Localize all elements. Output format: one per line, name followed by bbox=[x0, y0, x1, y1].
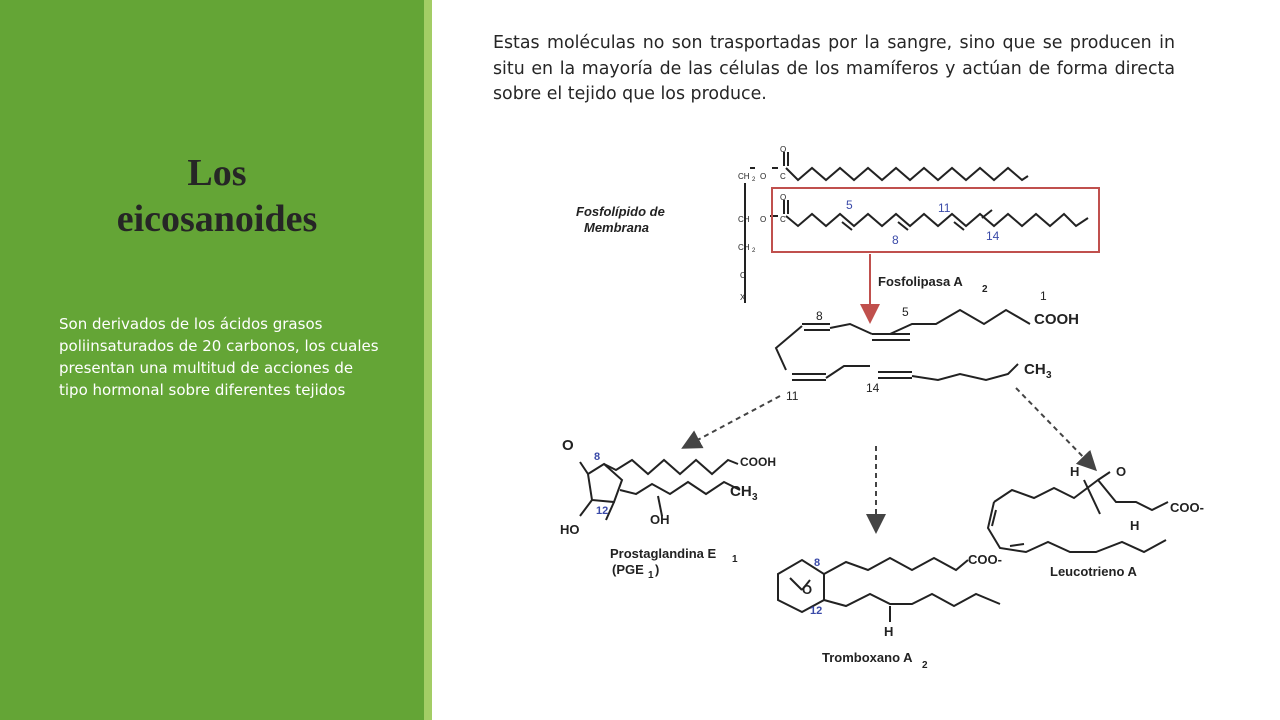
slide-title: Los eicosanoides bbox=[116, 152, 318, 240]
carbon-number-1: 1 bbox=[1040, 289, 1047, 303]
eicosanoid-synthesis-diagram bbox=[540, 138, 1220, 680]
pg-oh: OH bbox=[650, 512, 670, 527]
pg-label-line1-sub: 1 bbox=[732, 554, 738, 565]
carbon-number-8: 8 bbox=[816, 309, 823, 323]
atom-o-carbonyl-middle: O bbox=[780, 193, 787, 202]
tx-h: H bbox=[884, 624, 894, 639]
lt-h-bottom: H bbox=[1130, 518, 1140, 533]
atom-o-top: O bbox=[760, 172, 767, 181]
atom-o-carbonyl-top: O bbox=[780, 145, 787, 154]
atom-ch2-top: CH bbox=[738, 172, 750, 181]
lt-h-top: H bbox=[1070, 464, 1080, 479]
tx-coo-minus: COO- bbox=[968, 552, 1002, 567]
atom-o-bottom: O bbox=[740, 271, 747, 280]
enzyme-label: Fosfolipasa A bbox=[878, 274, 963, 289]
membrane-label-line1: Fosfolípido de bbox=[576, 204, 665, 219]
atom-ch2-bottom-sub: 2 bbox=[752, 248, 756, 254]
carbon-number-5-top: 5 bbox=[846, 198, 853, 212]
pg-label-line2-sub: 1 bbox=[648, 570, 654, 581]
carbon-number-5: 5 bbox=[902, 305, 909, 319]
lt-oxygen: O bbox=[1116, 464, 1127, 479]
pg-carbon-12: 12 bbox=[596, 505, 609, 517]
atom-c-middle: C bbox=[780, 215, 786, 224]
lt-label: Leucotrieno A bbox=[1050, 564, 1137, 579]
ch3-sub: 3 bbox=[1046, 370, 1052, 381]
cooh-group: COOH bbox=[1034, 311, 1079, 328]
pg-ch3: CH bbox=[730, 483, 752, 500]
atom-c-top: C bbox=[780, 172, 786, 181]
left-body-text: Son derivados de los ácidos grasos poliinsaturados de 20 carbonos, los cuales presentan una multitud de acciones de tipo hormonal sobre diferentes tejidos bbox=[59, 315, 379, 399]
tx-oxygen: O bbox=[802, 582, 813, 597]
tx-carbon-12: 12 bbox=[810, 605, 823, 617]
top-paragraph: Estas moléculas no son trasportadas por la sangre, sino que se producen in situ en la mayoría de las células de los mamíferos y actúan de forma directa sobre el tejido que los produce. bbox=[493, 33, 1175, 104]
atom-ch2-top-sub: 2 bbox=[752, 177, 756, 183]
pg-label-line1: Prostaglandina E bbox=[610, 546, 717, 561]
carbon-number-14: 14 bbox=[866, 381, 880, 395]
pg-carbon-8: 8 bbox=[594, 451, 601, 463]
atom-o-middle: O bbox=[760, 215, 767, 224]
pg-label-line2-end: ) bbox=[655, 562, 660, 577]
pg-ketone-o: O bbox=[562, 437, 574, 454]
membrane-label-line2: Membrana bbox=[584, 220, 650, 235]
carbon-number-11-top: 11 bbox=[938, 201, 951, 215]
pg-ho: HO bbox=[560, 522, 580, 537]
lt-coo-minus: COO- bbox=[1170, 500, 1204, 515]
carbon-number-11: 11 bbox=[786, 389, 799, 403]
ch3-group: CH bbox=[1024, 361, 1046, 378]
atom-x: X bbox=[740, 293, 746, 302]
accent-bar bbox=[424, 0, 432, 720]
atom-ch-middle: CH bbox=[738, 215, 750, 224]
pg-ch3-sub: 3 bbox=[752, 492, 758, 503]
pg-cooh: COOH bbox=[740, 455, 776, 469]
carbon-number-14-top: 14 bbox=[986, 229, 1000, 243]
tx-label: Tromboxano A bbox=[822, 650, 913, 665]
tx-label-sub: 2 bbox=[922, 660, 928, 671]
tx-carbon-8: 8 bbox=[814, 557, 821, 569]
atom-ch2-bottom: CH bbox=[738, 243, 750, 252]
enzyme-label-sub: 2 bbox=[982, 284, 988, 295]
pg-label-line2: (PGE bbox=[612, 562, 644, 577]
carbon-number-8-top: 8 bbox=[892, 233, 899, 247]
